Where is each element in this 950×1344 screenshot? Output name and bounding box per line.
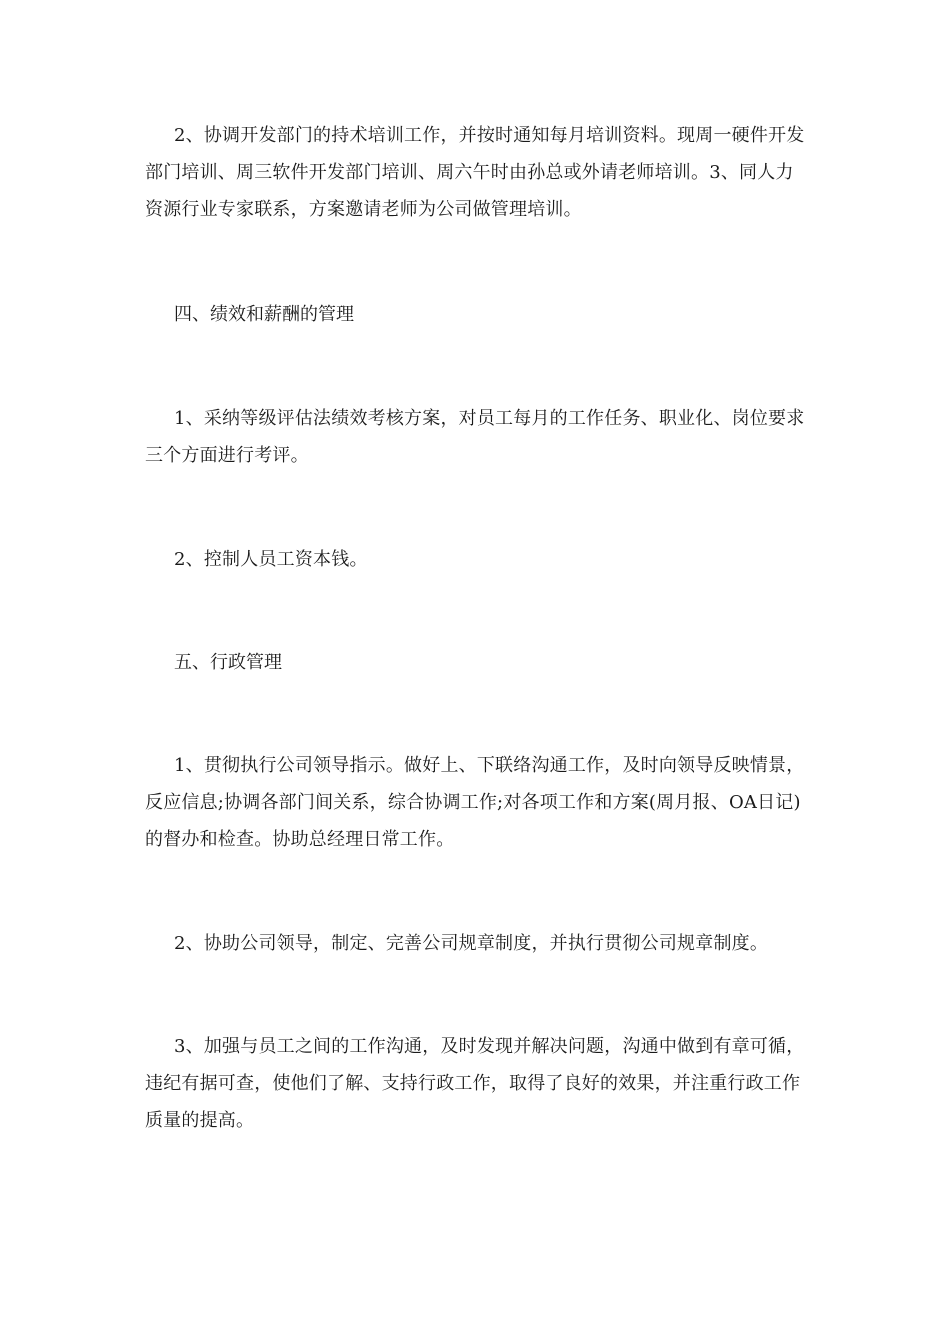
paragraph-training-coordination: 2、协调开发部门的持术培训工作，并按时通知每月培训资料。现周一硬件开发部门培训、周三软件开发部门培训、周六午时由孙总或外请老师培训。3、同人力资源行业专家联系，方案邀请老师为公司做管理培训。 bbox=[145, 125, 805, 220]
paragraph-leadership-directives: 1、贯彻执行公司领导指示。做好上、下联络沟通工作，及时向领导反映情景，反应信息;协调各部门间关系，综合协调工作;对各项工作和方案(周月报、OA日记)的督办和检查。协助总经理日常工作。 bbox=[145, 755, 805, 850]
section-heading-performance-salary: 四、绩效和薪酬的管理 bbox=[174, 304, 354, 325]
paragraph-performance-appraisal: 1、采纳等级评估法绩效考核方案，对员工每月的工作任务、职业化、岗位要求三个方面进行考评。 bbox=[145, 408, 805, 466]
paragraph-staff-communication: 3、加强与员工之间的工作沟通，及时发现并解决问题，沟通中做到有章可循，违纪有据可查，使他们了解、支持行政工作，取得了良好的效果，并注重行政工作质量的提高。 bbox=[145, 1036, 805, 1131]
paragraph-labor-cost: 2、控制人员工资本钱。 bbox=[174, 549, 368, 570]
paragraph-company-regulations: 2、协助公司领导，制定、完善公司规章制度，并执行贯彻公司规章制度。 bbox=[174, 933, 769, 954]
section-heading-administration: 五、行政管理 bbox=[174, 652, 282, 673]
